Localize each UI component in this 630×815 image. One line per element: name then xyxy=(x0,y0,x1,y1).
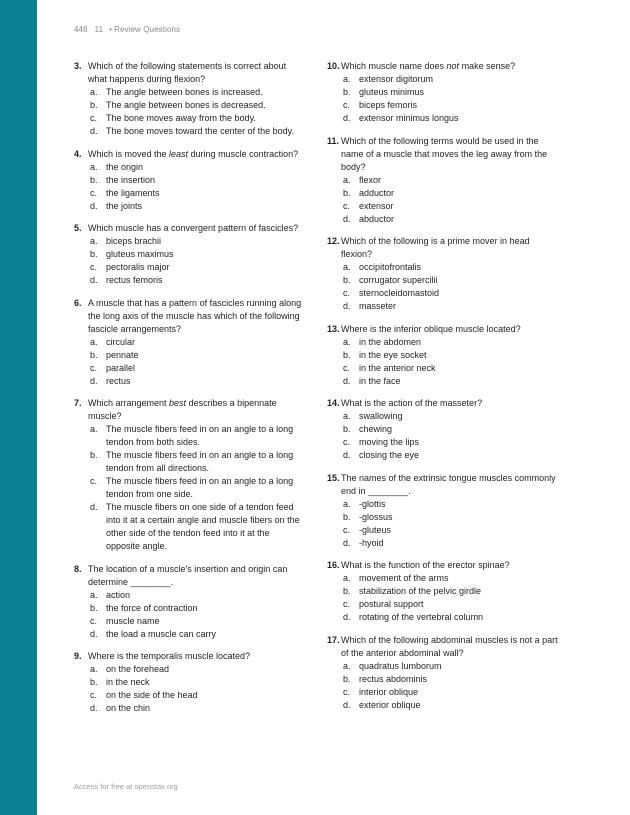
answer-letter: d. xyxy=(343,450,351,460)
answer-option xyxy=(341,423,559,436)
answer-text: The muscle fibers feed in on an angle to a long tendon from both sides. xyxy=(106,424,294,447)
answer-letter: c. xyxy=(90,476,98,486)
answer-text: moving the lips xyxy=(359,437,420,447)
answer-text: in the eye socket xyxy=(359,349,427,360)
answer-text: The muscle fibers feed in on an angle to a long tendon from all directions. xyxy=(106,450,294,473)
answer-option xyxy=(341,362,559,375)
answer-text: -hyoid xyxy=(359,537,384,548)
answer-option xyxy=(341,572,559,585)
answer-option xyxy=(88,663,306,676)
answer-option xyxy=(88,375,306,388)
answer-text: extensor xyxy=(359,200,394,211)
answer-letter: a. xyxy=(90,161,98,172)
answer-option xyxy=(341,436,559,449)
answer-option xyxy=(341,598,559,611)
answer-letter: a. xyxy=(343,336,351,347)
answer-text: on the forehead xyxy=(106,664,170,674)
answer-letter: c. xyxy=(343,599,351,609)
answer-text: biceps brachii xyxy=(106,236,162,246)
answer-letter: b. xyxy=(90,249,98,259)
answer-letter: b. xyxy=(343,275,351,285)
answer-letter: d. xyxy=(90,375,98,386)
page-number: 448 xyxy=(74,25,88,34)
left-question-column xyxy=(74,60,306,725)
answer-option xyxy=(88,602,306,615)
answer-letter: a. xyxy=(343,174,351,185)
answer-list xyxy=(88,235,306,287)
question-text: Which of the following statements is correct about what happens during flexion? xyxy=(88,61,287,84)
answer-text: on the side of the head xyxy=(106,690,198,700)
answer-option xyxy=(341,375,559,388)
question-item xyxy=(74,397,306,553)
answer-option xyxy=(88,449,306,475)
question-item xyxy=(327,559,559,624)
answer-option xyxy=(341,699,559,712)
answer-option xyxy=(88,274,306,287)
answer-letter: c. xyxy=(90,615,98,626)
question-item xyxy=(327,397,559,462)
answer-letter: b. xyxy=(90,450,98,460)
answer-list xyxy=(341,73,559,125)
answer-text: the joints xyxy=(106,200,143,211)
answer-option xyxy=(341,449,559,462)
answer-list xyxy=(341,174,559,226)
answer-option xyxy=(88,161,306,174)
question-text-part: Which muscle name does xyxy=(341,61,447,71)
question-text: The location of a muscle's insertion and origin can determine ________. xyxy=(88,563,288,587)
answer-letter: d. xyxy=(90,502,98,512)
answer-option xyxy=(341,349,559,362)
question-text-part: Which arrangement xyxy=(88,398,170,408)
question-number: 12. xyxy=(327,236,340,246)
answer-list xyxy=(88,663,306,715)
answer-letter: b. xyxy=(343,424,351,434)
answer-letter: b. xyxy=(90,100,98,110)
answer-text: The muscle fibers on one side of a tendon feed into it at a certain angle and muscle fibers on the other side of the tendon feed into it at the opposite angle. xyxy=(106,502,300,551)
question-number: 3. xyxy=(74,61,82,71)
question-text-part: make sense? xyxy=(459,61,516,71)
question-number: 15. xyxy=(327,472,340,483)
answer-letter: b. xyxy=(343,87,351,97)
question-text: What is the function of the erector spinae? xyxy=(341,560,510,570)
answer-text: The bone moves toward the center of the body. xyxy=(106,126,294,136)
section-title: Review Questions xyxy=(114,25,181,34)
question-number: 10. xyxy=(327,61,340,71)
answer-option xyxy=(341,274,559,287)
answer-text: action xyxy=(106,589,131,600)
answer-text: the force of contraction xyxy=(106,602,198,613)
answer-text: pennate xyxy=(106,349,139,360)
question-emphasis: best xyxy=(169,398,187,408)
answer-list xyxy=(88,86,306,138)
answer-text: on the chin xyxy=(106,703,151,713)
answer-letter: b. xyxy=(90,677,98,687)
question-item xyxy=(327,472,559,550)
answer-option xyxy=(341,498,559,511)
answer-option xyxy=(341,673,559,686)
question-number: 14. xyxy=(327,398,340,408)
answer-letter: d. xyxy=(90,703,98,713)
answer-text: -glossus xyxy=(359,511,393,522)
answer-letter: c. xyxy=(343,524,351,535)
question-text: Where is the inferior oblique muscle located? xyxy=(341,323,521,334)
answer-letter: a. xyxy=(343,573,351,583)
question-item xyxy=(327,235,559,313)
answer-list xyxy=(88,161,306,213)
answer-option xyxy=(88,187,306,200)
question-text: A muscle that has a pattern of fascicles running along the long axis of the muscle has which of the following fascicle arrangements? xyxy=(88,297,302,334)
answer-list xyxy=(88,336,306,388)
answer-text: -gluteus xyxy=(359,524,392,535)
question-text-part: describes a bipennate muscle? xyxy=(88,398,277,421)
question-number: 8. xyxy=(74,563,82,574)
answer-text: pectoralis major xyxy=(106,262,170,272)
answer-option xyxy=(341,174,559,187)
answer-option xyxy=(341,73,559,86)
answer-letter: c. xyxy=(343,288,351,298)
answer-text: quadratus lumborum xyxy=(359,660,442,671)
answer-text: swallowing xyxy=(359,411,403,421)
answer-text: extensor digitorum xyxy=(359,74,434,84)
answer-text: the insertion xyxy=(106,174,156,185)
answer-option xyxy=(341,511,559,524)
question-number: 16. xyxy=(327,560,340,570)
answer-text: rectus femoris xyxy=(106,275,163,285)
question-number: 4. xyxy=(74,148,82,159)
answer-option xyxy=(88,501,306,553)
answer-option xyxy=(88,702,306,715)
answer-letter: b. xyxy=(343,673,351,684)
question-text: Where is the temporalis muscle located? xyxy=(88,651,251,661)
answer-option xyxy=(88,628,306,641)
answer-text: gluteus minimus xyxy=(359,87,425,97)
answer-option xyxy=(88,676,306,689)
answer-text: parallel xyxy=(106,362,136,373)
answer-letter: d. xyxy=(343,699,351,710)
answer-letter: d. xyxy=(90,126,98,136)
answer-text: The bone moves away from the body. xyxy=(106,113,256,123)
answer-option xyxy=(341,585,559,598)
answer-letter: b. xyxy=(90,602,98,613)
answer-letter: a. xyxy=(343,411,351,421)
answer-option xyxy=(341,187,559,200)
question-number: 5. xyxy=(74,223,82,233)
answer-letter: d. xyxy=(343,113,351,123)
answer-text: in the abdomen xyxy=(359,336,422,347)
answer-option xyxy=(341,86,559,99)
question-number: 11. xyxy=(327,135,340,146)
answer-letter: d. xyxy=(90,200,98,211)
answer-text: exterior oblique xyxy=(359,699,421,710)
question-item xyxy=(327,323,559,388)
answer-text: postural support xyxy=(359,599,424,609)
answer-option xyxy=(88,261,306,274)
answer-letter: d. xyxy=(343,301,351,311)
answer-text: The muscle fibers feed in on an angle to a long tendon from one side. xyxy=(106,476,294,499)
answer-text: in the face xyxy=(359,375,401,386)
answer-letter: b. xyxy=(90,349,98,360)
answer-letter: b. xyxy=(343,586,351,596)
answer-text: stabilization of the pelvic girdle xyxy=(359,586,482,596)
answer-letter: c. xyxy=(343,100,351,110)
answer-letter: c. xyxy=(343,686,351,697)
answer-text: The angle between bones is increased. xyxy=(106,87,263,97)
answer-option xyxy=(88,248,306,261)
answer-letter: b. xyxy=(90,174,98,185)
answer-letter: b. xyxy=(343,511,351,522)
question-text-part: Which is moved the xyxy=(88,148,170,159)
answer-option xyxy=(341,660,559,673)
answer-text: adductor xyxy=(359,187,395,198)
answer-option xyxy=(341,410,559,423)
answer-letter: c. xyxy=(90,113,98,123)
answer-option xyxy=(88,475,306,501)
answer-option xyxy=(341,611,559,624)
answer-text: interior oblique xyxy=(359,686,419,697)
answer-option xyxy=(341,213,559,226)
answer-option xyxy=(88,589,306,602)
question-text xyxy=(88,397,306,423)
answer-text: muscle name xyxy=(106,615,160,626)
answer-text: abductor xyxy=(359,213,395,224)
answer-option xyxy=(341,524,559,537)
answer-text: masseter xyxy=(359,301,397,311)
question-item xyxy=(74,222,306,287)
answer-text: corrugator supercilii xyxy=(359,275,438,285)
answer-letter: d. xyxy=(343,537,351,548)
answer-letter: d. xyxy=(90,628,98,639)
answer-list xyxy=(88,423,306,553)
question-emphasis: least xyxy=(169,148,189,159)
answer-letter: a. xyxy=(343,660,351,671)
answer-option xyxy=(88,235,306,248)
question-number: 7. xyxy=(74,398,82,408)
running-header xyxy=(74,25,180,34)
answer-text: chewing xyxy=(359,424,393,434)
answer-text: closing the eye xyxy=(359,450,420,460)
answer-letter: d. xyxy=(343,213,351,224)
answer-letter: c. xyxy=(343,200,351,211)
answer-text: the ligaments xyxy=(106,187,160,198)
answer-letter: a. xyxy=(90,236,98,246)
answer-list xyxy=(341,660,559,712)
answer-option xyxy=(88,615,306,628)
answer-text: extensor minimus longus xyxy=(359,113,459,123)
answer-option xyxy=(88,336,306,349)
question-item xyxy=(74,297,306,388)
answer-letter: a. xyxy=(90,589,98,600)
answer-list xyxy=(341,410,559,462)
answer-text: in the neck xyxy=(106,677,150,687)
answer-text: sternocleidomastoid xyxy=(359,288,440,298)
question-emphasis: not xyxy=(446,61,460,71)
answer-text: in the anterior neck xyxy=(359,362,436,373)
answer-letter: b. xyxy=(343,349,351,360)
page-footer: Access for free at openstax.org xyxy=(74,782,178,791)
answer-option xyxy=(341,537,559,550)
answer-letter: b. xyxy=(343,187,351,198)
answer-letter: d. xyxy=(343,612,351,622)
question-number: 17. xyxy=(327,634,340,645)
answer-letter: a. xyxy=(343,74,351,84)
answer-text: rectus abdominis xyxy=(359,673,428,684)
answer-text: occipitofrontalis xyxy=(359,262,422,272)
question-text: Which of the following is a prime mover in head flexion? xyxy=(341,236,530,259)
answer-option xyxy=(88,423,306,449)
answer-text: movement of the arms xyxy=(359,573,449,583)
answer-text: flexor xyxy=(359,174,382,185)
answer-list xyxy=(341,572,559,624)
answer-letter: a. xyxy=(90,424,98,434)
answer-option xyxy=(88,362,306,375)
answer-letter: c. xyxy=(90,690,98,700)
answer-option xyxy=(88,86,306,99)
answer-option xyxy=(341,336,559,349)
answer-letter: a. xyxy=(90,336,98,347)
right-question-column xyxy=(327,60,559,721)
answer-letter: d. xyxy=(90,275,98,285)
question-text: Which muscle has a convergent pattern of fascicles? xyxy=(88,223,299,233)
answer-option xyxy=(88,174,306,187)
answer-option xyxy=(341,99,559,112)
answer-list xyxy=(341,336,559,388)
question-text xyxy=(341,60,559,73)
answer-list xyxy=(88,589,306,641)
answer-option xyxy=(88,200,306,213)
answer-letter: a. xyxy=(343,262,351,272)
answer-option xyxy=(341,261,559,274)
answer-letter: c. xyxy=(90,362,98,373)
question-number: 6. xyxy=(74,297,82,308)
answer-text: -glottis xyxy=(359,498,386,509)
side-color-band xyxy=(0,0,37,815)
question-item xyxy=(327,634,559,712)
answer-option xyxy=(88,112,306,125)
question-item xyxy=(327,135,559,226)
answer-letter: c. xyxy=(343,362,351,373)
answer-option xyxy=(88,99,306,112)
answer-option xyxy=(341,300,559,313)
answer-text: the load a muscle can carry xyxy=(106,628,217,639)
question-number: 9. xyxy=(74,651,82,661)
answer-text: the origin xyxy=(106,161,144,172)
answer-text: biceps femoris xyxy=(359,100,418,110)
answer-text: rectus xyxy=(106,375,131,386)
answer-list xyxy=(341,498,559,550)
answer-option xyxy=(341,112,559,125)
question-item xyxy=(74,563,306,641)
answer-letter: c. xyxy=(90,187,98,198)
question-item xyxy=(327,60,559,125)
answer-option xyxy=(88,125,306,138)
answer-option xyxy=(88,349,306,362)
answer-option xyxy=(88,689,306,702)
answer-letter: a. xyxy=(343,498,351,509)
answer-option xyxy=(341,686,559,699)
question-item xyxy=(74,60,306,138)
question-text: The names of the extrinsic tongue muscles commonly end in ________. xyxy=(341,472,556,496)
answer-letter: a. xyxy=(90,87,98,97)
question-text xyxy=(88,148,306,161)
question-text: What is the action of the masseter? xyxy=(341,398,483,408)
answer-letter: c. xyxy=(343,437,351,447)
question-number: 13. xyxy=(327,323,340,334)
answer-text: rotating of the vertebral column xyxy=(359,612,484,622)
answer-list xyxy=(341,261,559,313)
question-item xyxy=(74,650,306,715)
question-text-part: during muscle contraction? xyxy=(188,148,299,159)
question-item xyxy=(74,148,306,213)
answer-letter: a. xyxy=(90,664,98,674)
answer-letter: d. xyxy=(343,375,351,386)
header-separator: • xyxy=(109,25,113,34)
answer-text: gluteus maximus xyxy=(106,249,174,259)
question-text: Which of the following terms would be used in the name of a muscle that moves the leg away from the body? xyxy=(341,135,548,172)
answer-text: circular xyxy=(106,336,136,347)
question-text: Which of the following abdominal muscles is not a part of the anterior abdominal wall? xyxy=(341,634,558,658)
answer-letter: c. xyxy=(90,262,98,272)
answer-text: The angle between bones is decreased. xyxy=(106,100,266,110)
answer-option xyxy=(341,287,559,300)
chapter-number: 11 xyxy=(94,25,104,34)
answer-option xyxy=(341,200,559,213)
